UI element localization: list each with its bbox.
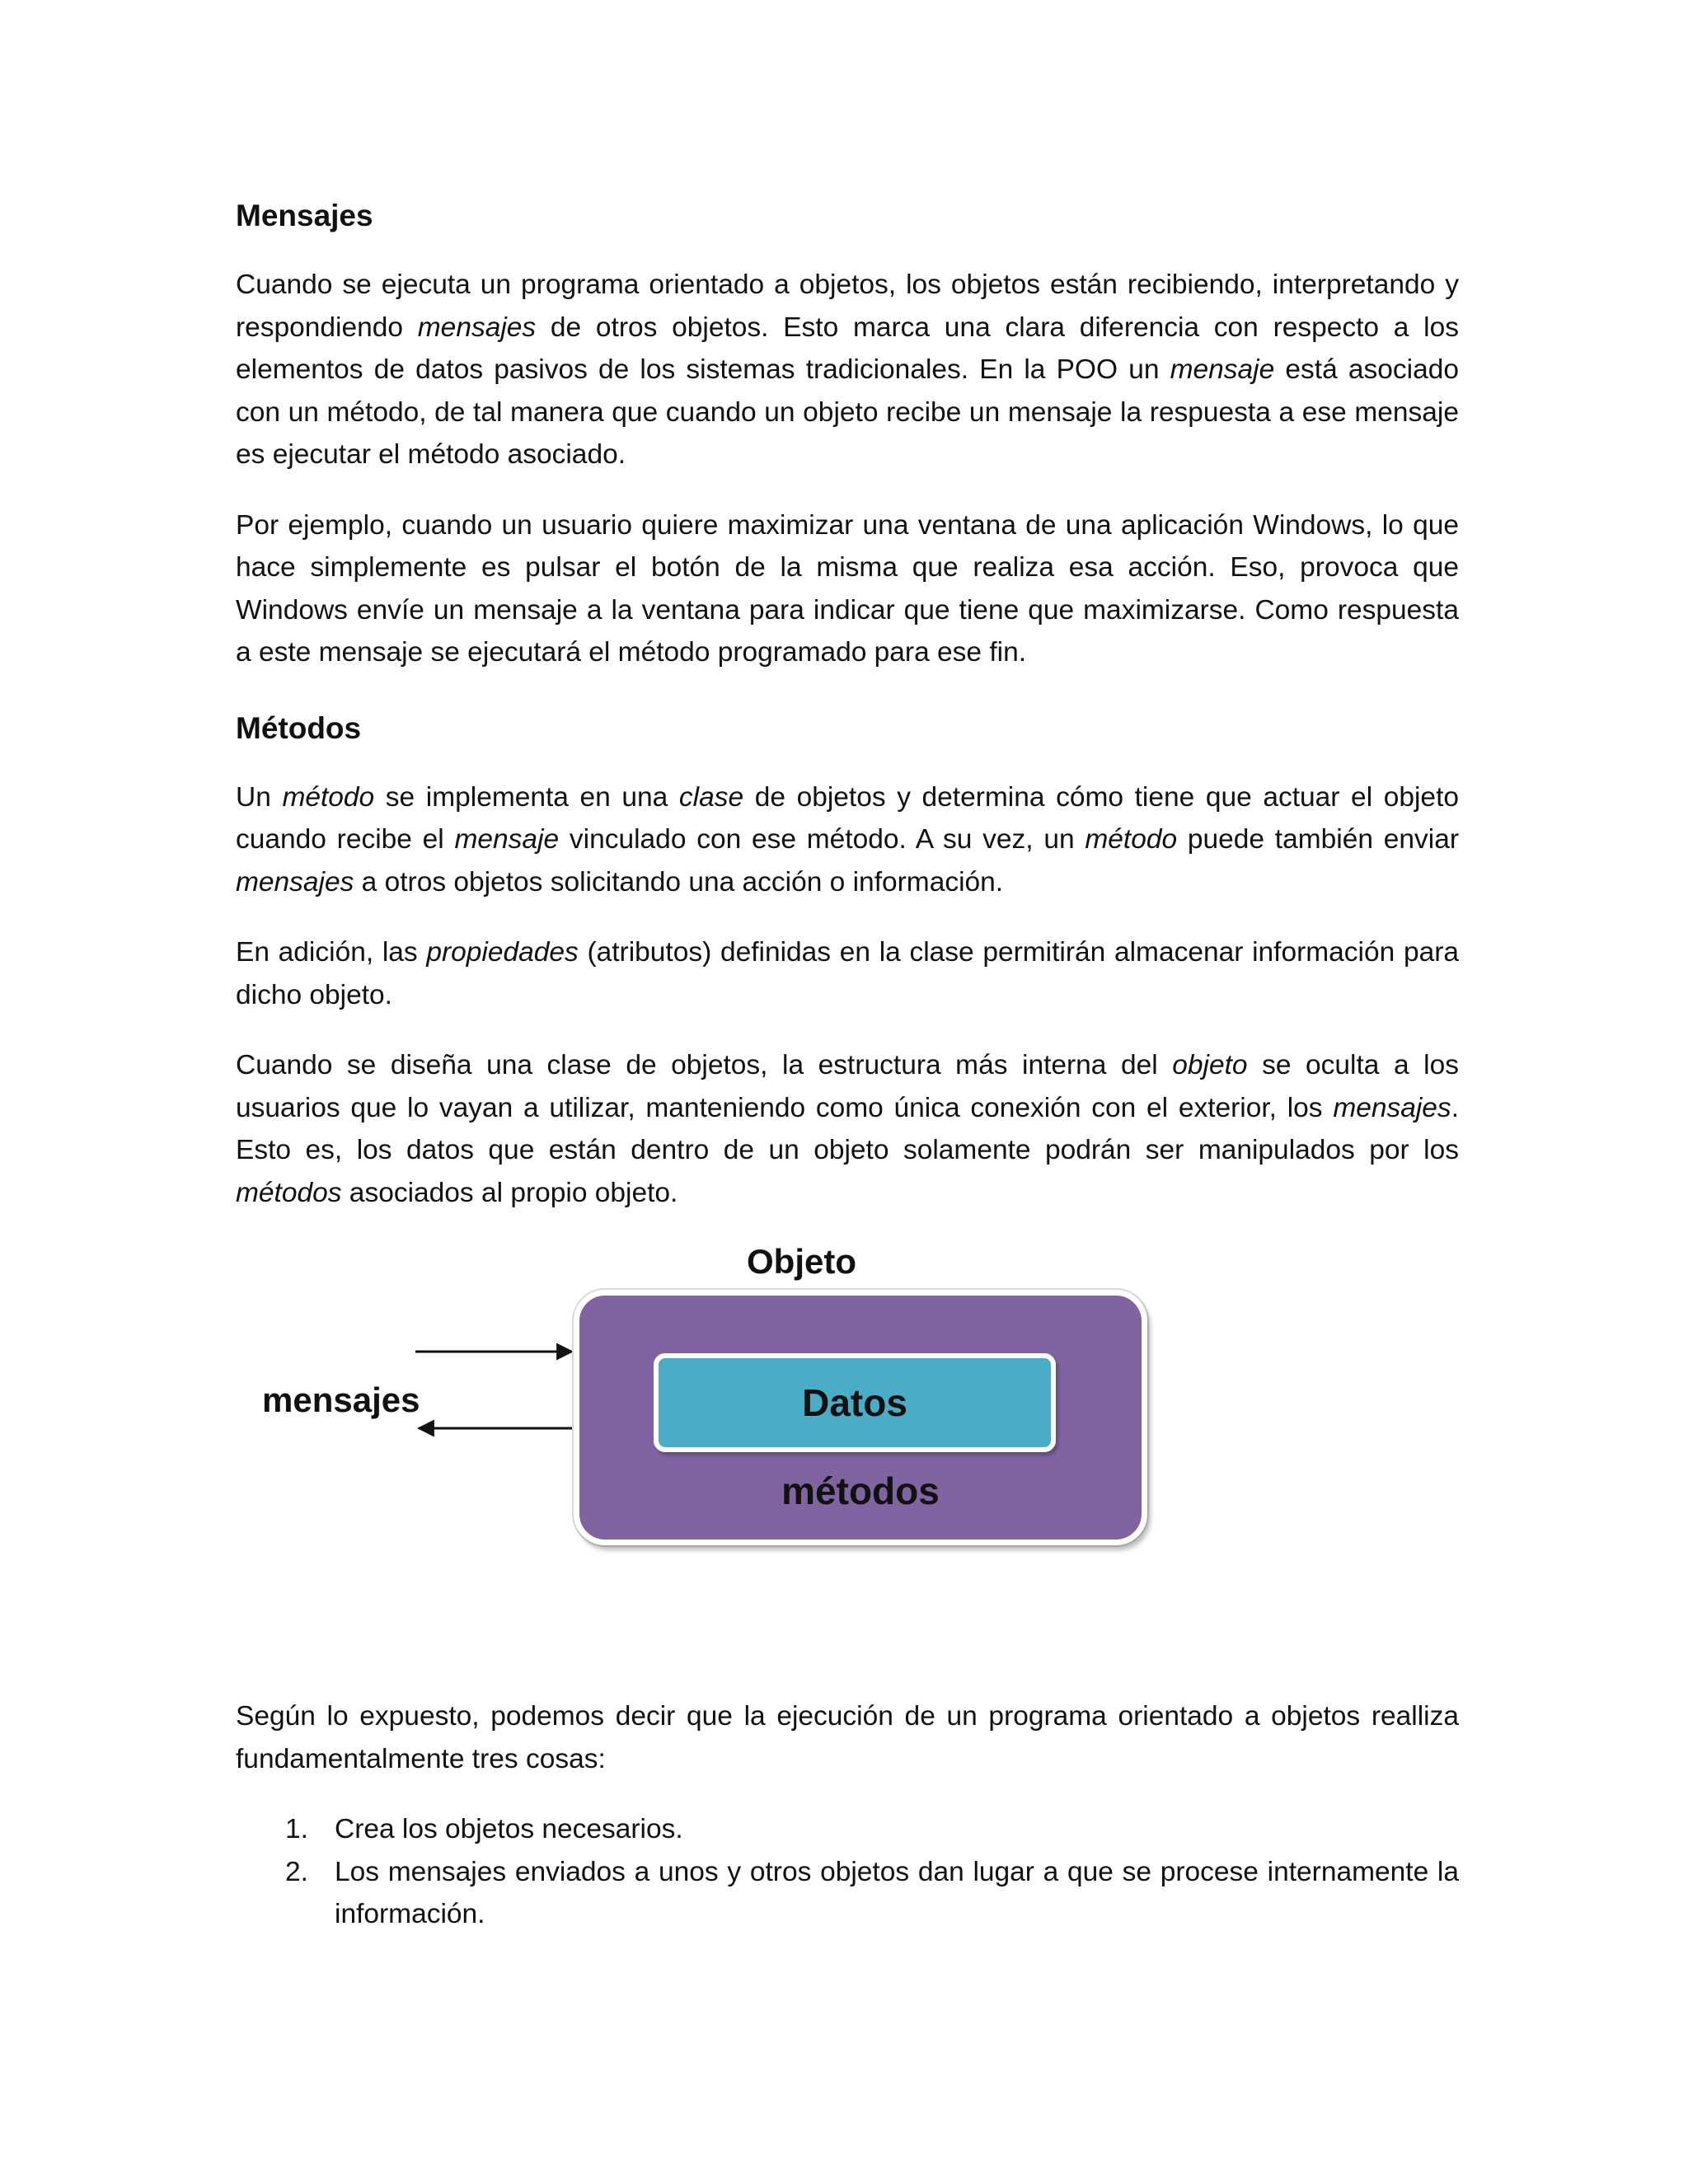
list-text: Los mensajes enviados a unos y otros objetos dan lugar a que se procese internamente la información. <box>335 1856 1459 1929</box>
emphasis-text: método <box>1085 824 1178 855</box>
text-run: se oculta a los usuarios que lo vayan a utilizar, manteniendo como única conexión con el exterior, los <box>236 1050 1459 1123</box>
text-run: asociados al propio objeto. <box>341 1177 678 1208</box>
steps-list <box>236 1808 1459 1936</box>
emphasis-text: métodos <box>236 1177 342 1208</box>
object-diagram: Objeto mensajes Datos métodos <box>236 1242 1459 1588</box>
text-run: Un <box>236 781 283 813</box>
section-mensajes <box>236 190 1459 674</box>
mensajes-label: mensajes <box>262 1380 420 1419</box>
paragraph <box>236 504 1459 674</box>
emphasis-text: propiedades <box>426 937 579 968</box>
text-run: Cuando se ejecuta un programa orientado a objetos, los objetos están recibiendo, interpretando y respondiendo <box>236 269 1459 343</box>
text-run: de otros objetos. Esto marca una clara diferencia con respecto a los elementos de datos pasivos de los sistemas tradicionales. En la POO un <box>236 312 1459 385</box>
text-run: de objetos y determina cómo tiene que actuar el objeto cuando recibe el <box>236 781 1460 855</box>
text-run: En adición, las <box>236 937 427 968</box>
text-run: Cuando se diseña una clase de objetos, la estructura más interna del <box>236 1050 1173 1080</box>
paragraph <box>236 776 1459 904</box>
paragraph <box>236 264 1459 476</box>
list-text: Crea los objetos necesarios. <box>335 1814 683 1844</box>
section-heading-mensajes: Mensajes <box>236 199 373 232</box>
list-number: 1. <box>285 1814 308 1844</box>
emphasis-text: método <box>282 781 375 813</box>
paragraph <box>236 1044 1459 1214</box>
object-box <box>574 1290 1147 1545</box>
list-number: 2. <box>285 1856 308 1887</box>
text-run: puede también enviar <box>1177 824 1459 855</box>
text-run: vinculado con ese método. A su vez, un <box>559 824 1085 855</box>
emphasis-text: mensajes <box>236 866 354 898</box>
list-item <box>236 1808 1459 1851</box>
text-run: está asociado con un método, de tal manera que cuando un objeto recibe un mensaje la respuesta a ese mensaje es ejecutar el método asociado. <box>236 354 1459 470</box>
document-content <box>236 190 1459 1936</box>
emphasis-text: objeto <box>1172 1050 1248 1080</box>
emphasis-text: mensajes <box>417 312 537 343</box>
section-metodos <box>236 702 1459 1215</box>
paragraph <box>236 931 1459 1016</box>
emphasis-text: mensajes <box>1333 1092 1451 1123</box>
emphasis-text: mensaje <box>454 824 560 855</box>
section-heading-metodos: Métodos <box>236 710 362 745</box>
text-run: Por ejemplo, cuando un usuario quiere maximizar una ventana de una aplicación Windows, lo que hace simplemente es pulsar el botón de la misma que realiza esa acción. Eso, provoca que Windows envíe un mensaje a la ventana para indicar que tiene que maximizarse. Como respuesta a este mensaje se ejecutará el método programado para ese fin. <box>236 509 1459 668</box>
text-run: se implementa en una <box>374 781 679 813</box>
data-box: Datos <box>654 1353 1056 1452</box>
emphasis-text: clase <box>678 781 744 813</box>
methods-label: métodos <box>781 1469 940 1512</box>
text-run: . Esto es, los datos que están dentro de un objeto solamente podrán ser manipulados por los <box>236 1092 1459 1165</box>
text-run: (atributos) definidas en la clase permitirán almacenar información para dicho objeto. <box>236 937 1459 1010</box>
list-item <box>236 1851 1459 1936</box>
text-run: a otros objetos solicitando una acción o información. <box>354 866 1004 898</box>
emphasis-text: mensaje <box>1170 354 1275 385</box>
conclusion-paragraph: Según lo expuesto, podemos decir que la ejecución de un programa orientado a objetos realliza fundamentalmente tres cosas: <box>236 1701 1459 1774</box>
